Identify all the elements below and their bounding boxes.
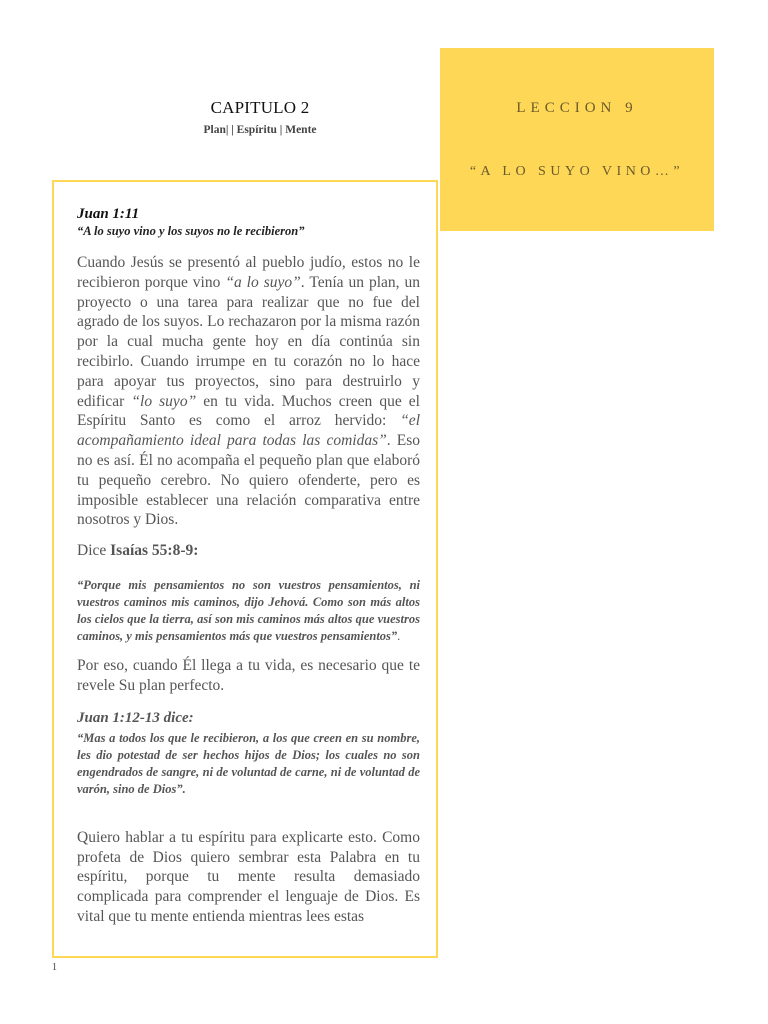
paragraph-1 <box>77 253 420 530</box>
verse-intro-reference: Isaías 55:8-9: <box>110 542 199 560</box>
page-number: 1 <box>52 962 57 973</box>
verse-reference-2: Juan 1:12-13 dice: <box>77 709 194 726</box>
paragraph-italic: “lo suyo” <box>131 392 197 410</box>
verse-block-2: “Mas a todos los que le recibieron, a los que creen en su nombre, les dio potestad de ser hechos hijos de Dios; los cuales no son engendrados de sangre, ni de voluntad de carne, ni de voluntad de varón, sino de Dios”. <box>77 730 420 796</box>
chapter-header <box>150 98 370 136</box>
chapter-subtitle: Plan| | Espíritu | Mente <box>203 124 317 136</box>
verse-text: “Porque mis pensamientos no son vuestros pensamientos, ni vuestros caminos mis caminos, dijo Jehová. Como son más altos los cielos que la tierra, así son mis caminos más altos que vuestros caminos, y mis pensamientos más que vuestros pensamientos” <box>77 578 420 644</box>
paragraph-text: . Tenía un plan, un proyecto o una tarea para realizar que no fue del agrado de los suyos. Lo rechazaron por la misma razón por la cual mucha gente hoy en día continúa sin recibirlo. Cuando irrumpe en tu corazón no lo hace para apoyar tus proyectos, sino para destruirlo y edificar <box>77 273 420 410</box>
verse-block-1 <box>77 577 420 645</box>
verse-quote: “A lo suyo vino y los suyos no le recibieron” <box>77 224 305 238</box>
paragraph-3: Quiero hablar a tu espíritu para explicarte esto. Como profeta de Dios quiero sembrar esta Palabra en tu espíritu, porque tu mente resulta demasiado complicada para comprender el lenguaje de Dios. Es vital que tu mente entienda mientras lees estas <box>77 828 420 925</box>
paragraph-2: Por eso, cuando Él llega a tu vida, es necesario que te revele Su plan perfecto. <box>77 657 420 694</box>
paragraph-italic: “a lo suyo” <box>225 273 301 291</box>
verse-end: . <box>397 629 401 644</box>
chapter-title: CAPITULO 2 <box>210 98 310 117</box>
verse-reference: Juan 1:11 <box>77 206 140 222</box>
content-inner <box>77 206 420 927</box>
lesson-title: LECCION 9 <box>516 100 638 116</box>
paragraph-text: en tu vida. Muchos creen que el Espíritu Santo es como el arroz hervido: <box>77 392 420 430</box>
paragraph-text: . Eso no es así. Él no acompaña el pequeño plan que elaboró tu pequeño cerebro. No quiero ofenderte, pero es imposible establecer una relación comparativa entre nosotros y Dios. <box>77 432 421 529</box>
verse-intro <box>77 542 420 560</box>
content-box <box>52 180 438 958</box>
lesson-quote: “A LO SUYO VINO…” <box>469 164 685 179</box>
paragraph-text: Cuando Jesús se presentó al pueblo judío, estos no le recibieron porque vino <box>77 254 420 291</box>
paragraph-italic: “el acompañamiento ideal para todas las comidas” <box>77 412 420 450</box>
verse-intro-text: Dice <box>77 542 111 560</box>
lesson-box <box>440 48 714 231</box>
